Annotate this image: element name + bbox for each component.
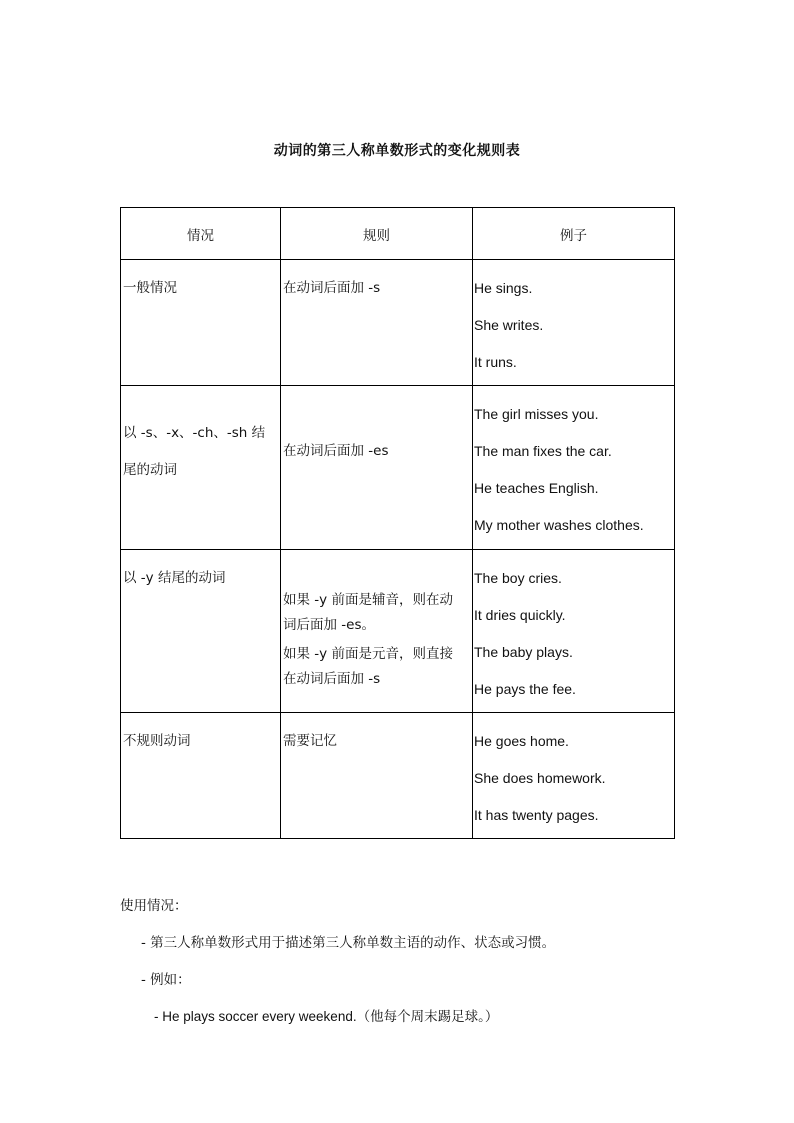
rule-text: 需要记忆 [283,733,337,749]
usage-item: - 例如： [141,972,191,988]
usage-heading: 使用情况： [120,898,188,914]
table-row [121,550,675,713]
example-sentence: The boy cries. [474,570,562,586]
example-sentence: The girl misses you. [474,406,599,422]
header-situation: 情况 [121,208,281,260]
situation-text: 不规则动词 [123,733,191,749]
examples-cell [473,713,675,839]
situation-cell [121,713,281,839]
example-sentence: It has twenty pages. [474,807,599,823]
example-sentence: The man fixes the car. [474,443,612,459]
rule-cell [281,713,473,839]
header-examples: 例子 [473,208,675,260]
rule-text: 在动词后面加 -s [283,280,381,296]
situation-text: 一般情况 [123,280,177,296]
usage-example: - He plays soccer every weekend.（他每个周末踢足球。） [154,1009,499,1024]
example-sentence: She writes. [474,317,544,333]
table-row [121,713,675,839]
header-rule: 规则 [281,208,473,260]
rule-text: 如果 -y 前面是辅音，则在动词后面加 -es。 [283,592,453,633]
example-sentence: He pays the fee. [474,681,576,697]
situation-cell [121,386,281,550]
example-sentence: He teaches English. [474,480,599,496]
rules-table [120,207,675,839]
situation-cell [121,550,281,713]
rule-cell [281,550,473,713]
example-sentence: He sings. [474,280,533,296]
document-title: 动词的第三人称单数形式的变化规则表 [273,143,521,159]
situation-cell [121,260,281,386]
example-sentence: He goes home. [474,733,569,749]
usage-notes [120,894,720,1042]
example-sentence: The baby plays. [474,644,573,660]
usage-item: - 第三人称单数形式用于描述第三人称单数主语的动作、状态或习惯。 [141,935,556,951]
example-sentence: She does homework. [474,770,606,786]
rule-cell [281,386,473,550]
rule-text: 如果 -y 前面是元音，则直接在动词后面加 -s [283,646,453,687]
table-row [121,260,675,386]
rule-text: 在动词后面加 -es [283,443,389,459]
examples-cell [473,550,675,713]
situation-text: 以 -s、-x、-ch、-sh 结尾的动词 [123,425,266,478]
situation-text: 以 -y 结尾的动词 [123,570,226,586]
table-header-row [121,208,675,260]
rule-cell [281,260,473,386]
example-sentence: It dries quickly. [474,607,566,623]
example-sentence: It runs. [474,354,517,370]
examples-cell [473,386,675,550]
examples-cell [473,260,675,386]
table-row [121,386,675,550]
example-sentence: My mother washes clothes. [474,517,644,533]
